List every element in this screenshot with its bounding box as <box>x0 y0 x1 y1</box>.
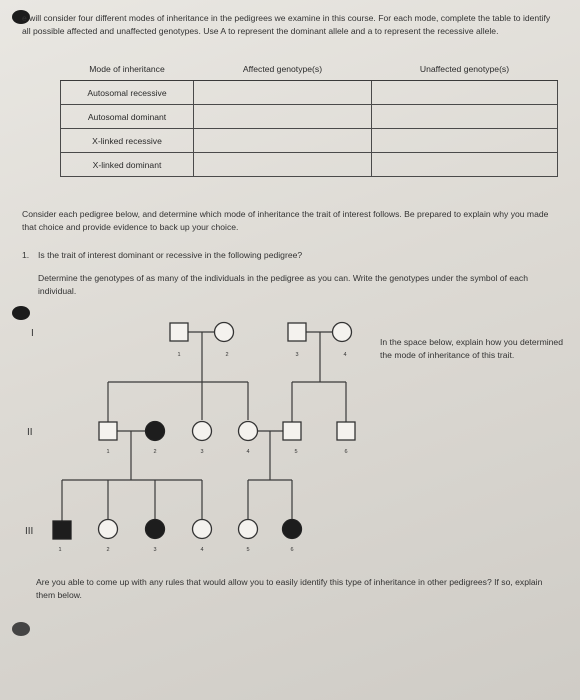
gen3-label-4: 4 <box>200 547 204 553</box>
gen3-label-6: 6 <box>290 547 294 553</box>
gen2-label-1: 1 <box>106 449 110 455</box>
gen1-female-4 <box>333 323 352 342</box>
gen2-female-2-affected <box>146 422 165 441</box>
gen3-female-3-affected <box>146 520 165 539</box>
gen2-female-4 <box>239 422 258 441</box>
gen3-label-3: 3 <box>153 547 157 553</box>
gen1-label-4: 4 <box>343 352 347 358</box>
question-1-instructions: Determine the genotypes of as many of the individuals in the pedigree as you can. Write the genotypes under the symbol of each individual. <box>38 273 528 296</box>
gen1-label-3: 3 <box>295 352 299 358</box>
generation-label-2: II <box>27 427 33 438</box>
gen1-label-1: 1 <box>177 352 181 358</box>
gen3-male-1-affected <box>53 521 71 539</box>
question-1-text: Is the trait of interest dominant or recessive in the following pedigree? <box>38 250 303 260</box>
gen2-label-6: 6 <box>344 449 348 455</box>
mode-cell: X-linked recessive <box>61 129 194 153</box>
gen3-label-1: 1 <box>58 547 62 553</box>
gen1-label-2: 2 <box>225 352 229 358</box>
gen2-male-1 <box>99 422 117 440</box>
consider-paragraph: Consider each pedigree below, and determine which mode of inheritance the trait of interest follows. Be prepared to explain why you made that choice and provide evidence to back up your choice. <box>22 209 549 232</box>
mode-cell: X-linked dominant <box>61 153 194 177</box>
question-1-number: 1. <box>22 250 30 260</box>
gen3-label-5: 5 <box>246 547 250 553</box>
generation-label-1: I <box>31 328 34 339</box>
gen2-male-5 <box>283 422 301 440</box>
explain-prompt: In the space below, explain how you determined the mode of inheritance of this trait. <box>380 337 563 360</box>
gen2-label-4: 4 <box>246 449 250 455</box>
gen1-male-1 <box>170 323 188 341</box>
gen3-female-4 <box>193 520 212 539</box>
table-header: Unaffected genotype(s) <box>372 58 558 81</box>
gen1-female-2 <box>215 323 234 342</box>
gen3-female-5 <box>239 520 258 539</box>
mode-cell: Autosomal dominant <box>61 105 194 129</box>
gen1-male-3 <box>288 323 306 341</box>
gen2-label-3: 3 <box>200 449 204 455</box>
rules-question: Are you able to come up with any rules that would allow you to easily identify this type of inheritance in other pedigrees? If so, explain them below. <box>36 577 543 600</box>
mode-cell: Autosomal recessive <box>61 81 194 105</box>
gen2-label-2: 2 <box>153 449 157 455</box>
gen3-female-2 <box>99 520 118 539</box>
generation-label-3: III <box>25 526 34 537</box>
table-header: Mode of inheritance <box>61 58 194 81</box>
gen2-female-3 <box>193 422 212 441</box>
table-header: Affected genotype(s) <box>194 58 372 81</box>
gen3-label-2: 2 <box>106 547 110 553</box>
gen2-male-6 <box>337 422 355 440</box>
gen2-label-5: 5 <box>294 449 298 455</box>
gen3-female-6-affected <box>283 520 302 539</box>
intro-text: e will consider four different modes of inheritance in the pedigrees we examine in this course. For each mode, complete the table to identify all possible affected and unaffected genotypes. Use A to represent the dominant allele and a to represent the recessive allele. <box>22 13 551 36</box>
